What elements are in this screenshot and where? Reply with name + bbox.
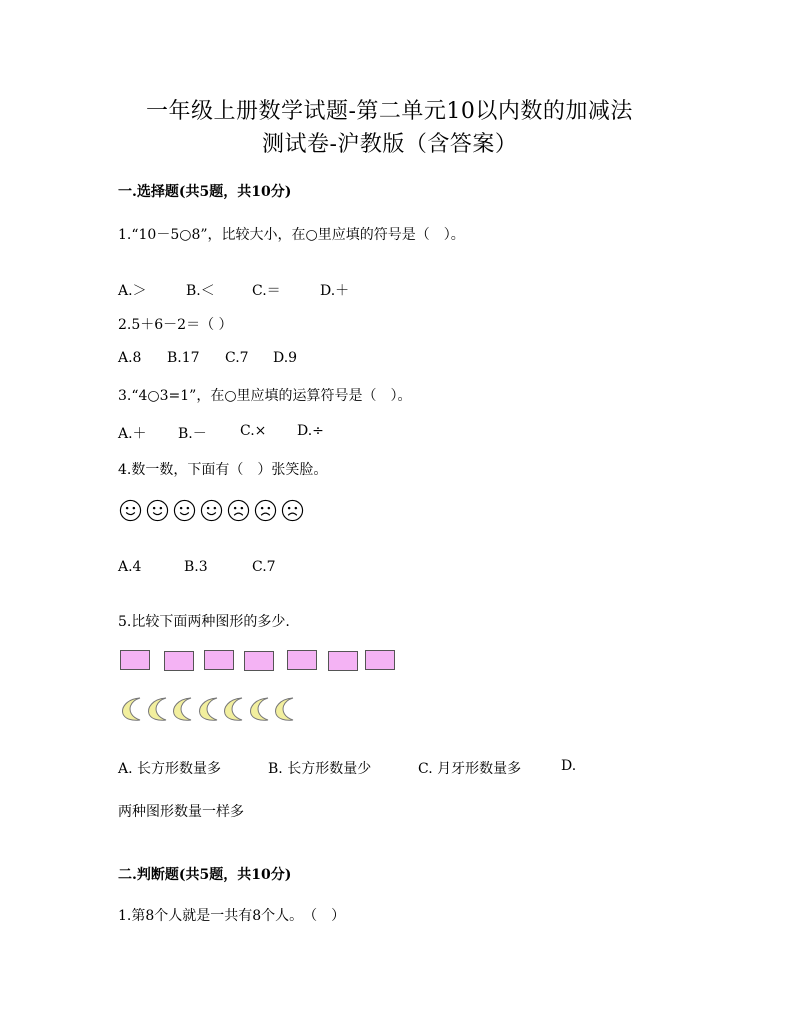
question-1-stem: 1.“10－5○8”，比较大小，在○里应填的符号是（ ）。: [118, 227, 465, 243]
crescent-moon-icon: [118, 696, 146, 722]
smiley-face-icon: [200, 499, 223, 522]
question-3-option-b: B.－: [178, 426, 207, 442]
question-5-option-d: D.: [561, 758, 577, 774]
sad-face-icon: [227, 499, 250, 522]
question-1-option-c: C.＝: [252, 283, 281, 299]
smiley-face-icon: [119, 499, 142, 522]
pink-rectangle: [328, 651, 358, 671]
question-5-stem: 5.比较下面两种图形的多少.: [118, 614, 290, 630]
question-5-option-b: B. 长方形数量少: [268, 761, 372, 777]
pink-rectangle: [204, 650, 234, 670]
crescent-moon-icon: [195, 696, 223, 722]
section-heading-choice: 一.选择题(共5题，共10分): [118, 184, 292, 200]
question-1-option-a: A.＞: [118, 283, 147, 299]
face-row: [119, 499, 304, 523]
section-heading-judgment: 二.判断题(共5题，共10分): [118, 867, 292, 883]
judgment-1-stem: 1.第8个人就是一共有8个人。 （ ）: [118, 908, 346, 924]
pink-rectangle: [365, 650, 395, 670]
question-5-option-c: C. 月牙形数量多: [418, 761, 522, 777]
pink-rectangle: [120, 650, 150, 670]
question-4-option-a: A.4: [118, 559, 142, 575]
pink-rectangle: [164, 651, 194, 671]
question-2-option-b: B.17: [167, 350, 200, 366]
question-4-option-b: B.3: [184, 559, 208, 575]
crescent-moon-icon: [169, 696, 197, 722]
question-5-option-d-text: 两种图形数量一样多: [118, 804, 244, 820]
question-2-stem: 2.5＋6－2＝（ ）: [118, 317, 233, 333]
sad-face-icon: [254, 499, 277, 522]
sad-face-icon: [281, 499, 304, 522]
pink-rectangle: [244, 651, 274, 671]
question-3-option-c: C.×: [240, 423, 267, 439]
question-1-option-b: B.＜: [186, 283, 215, 299]
page-title-line2: 测试卷-沪教版（含答案）: [262, 132, 518, 157]
pink-rectangle: [287, 650, 317, 670]
smiley-face-icon: [146, 499, 169, 522]
question-3-option-a: A.＋: [118, 426, 147, 442]
question-2-option-c: C.7: [225, 350, 249, 366]
question-2-option-d: D.9: [273, 350, 298, 366]
question-4-stem: 4.数一数，下面有（ ）张笑脸。: [118, 462, 328, 478]
question-4-option-c: C.7: [252, 559, 276, 575]
smiley-face-icon: [173, 499, 196, 522]
crescent-moon-icon: [271, 696, 299, 722]
question-5-option-a: A. 长方形数量多: [118, 761, 222, 777]
crescent-moon-icon: [144, 696, 172, 722]
question-2-option-a: A.8: [118, 350, 142, 366]
crescent-moon-icon: [220, 696, 248, 722]
question-3-option-d: D.÷: [297, 423, 324, 439]
question-1-option-d: D.＋: [320, 283, 350, 299]
question-3-stem: 3.“4○3=1”，在○里应填的运算符号是（ ）。: [118, 388, 412, 404]
page-title-line1: 一年级上册数学试题-第二单元10以内数的加减法: [146, 99, 633, 124]
crescent-moon-icon: [246, 696, 274, 722]
